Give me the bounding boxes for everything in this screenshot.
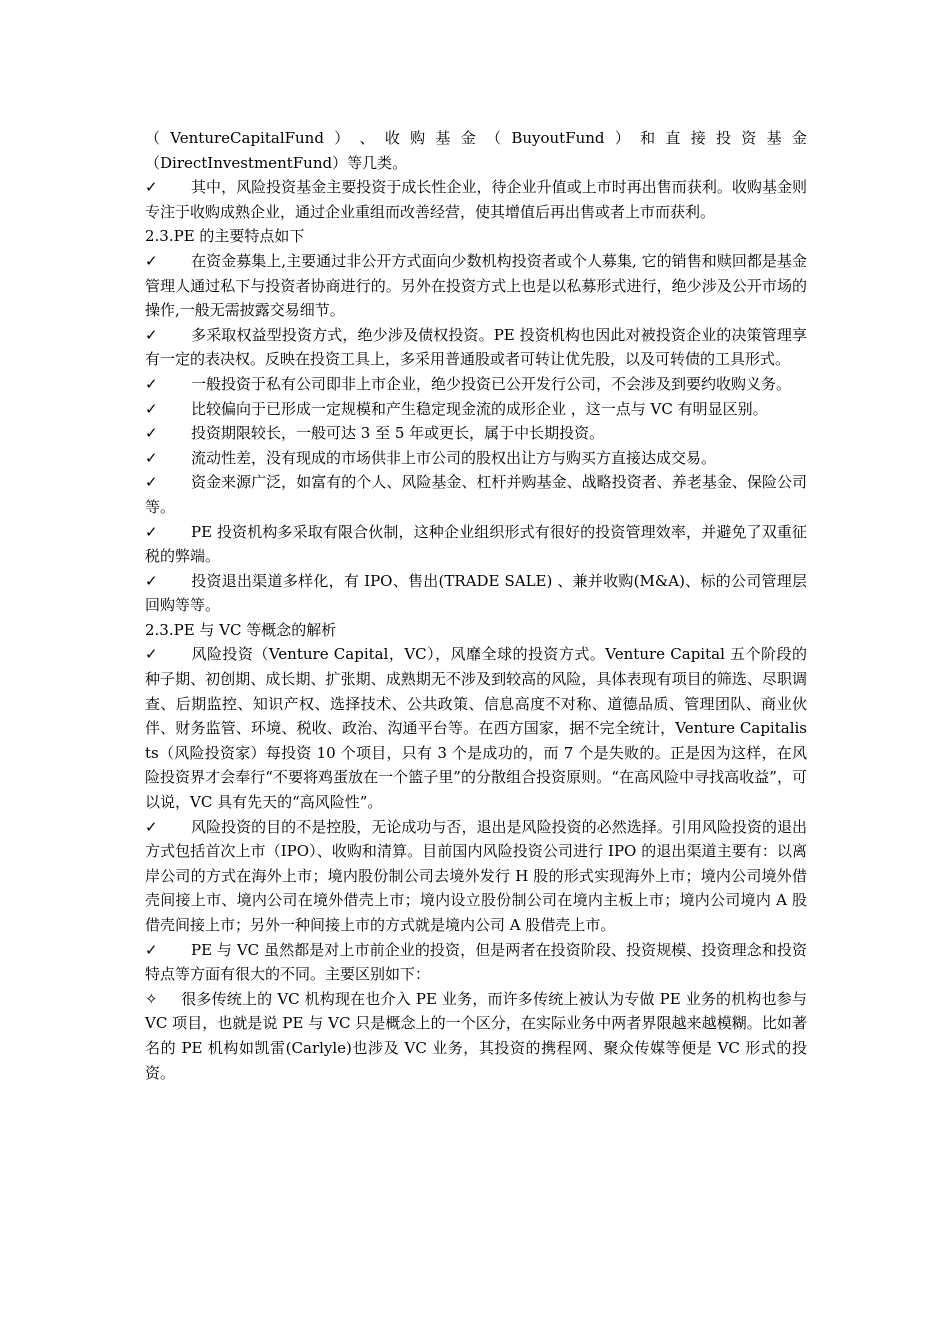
feature-item bbox=[145, 421, 807, 446]
paragraph-text: 其中，风险投资基金主要投资于成长性企业，待企业升值或上市时再出售而获利。收购基金则专注于收购成熟企业，通过企业重组而改善经营，使其增值后再出售或者上市而获利。 bbox=[145, 178, 807, 221]
intro-token: 资 bbox=[741, 129, 757, 147]
feature-text: 投资期限较长，一般可达 3 至 5 年或更长，属于中长期投资。 bbox=[191, 424, 605, 443]
concept-text: 风险投资（Venture Capital，VC），风靡全球的投资方式。Venture Capital 五个阶段的种子期、初创期、成长期、扩张期、成熟期无不涉及到较高的风险，具体表现有项目的筛选、尽职调查、后期监控、知识产权、选择技术、公共政策、信息高度不对称、道德品质、管理团队、商业伙伴、财务监管、环境、税收、政治、沟通平台等。在西方国家，据不完全统计，Venture Capitalists（风险投资家）每投资 10 个项目，只有 3 个是成功的，而 7 个是失败的。正是因为这样，在风险投资界才会奉行“不要将鸡蛋放在一个篮子里”的分散组合投资原则。“在高风险中寻找高收益”，可以说，VC 具有先天的“高风险性”。 bbox=[145, 645, 807, 812]
difference-text: 很多传统上的 VC 机构现在也介入 PE 业务，而许多传统上被认为专做 PE 业务的机构也参与 VC 项目，也就是说 PE 与 VC 只是概念上的一个区分，在实际业务中两者界限越来越模糊。比如著名的 PE 机构如凯雷(Carlyle)也涉及 VC 业务，其投资的携程网、聚众传媒等便是 VC 形式的投资。 bbox=[145, 989, 807, 1082]
intro-token: 、 bbox=[359, 129, 375, 147]
feature-text: 在资金募集上,主要通过非公开方式面向少数机构投资者或个人募集, 它的销售和赎回都是基金管理人通过私下与投资者协商进行的。另外在投资方式上也是以私募形式进行，绝少涉及公开市场的操作,一般无需披露交易细节。 bbox=[145, 251, 807, 320]
section-heading-concepts: 2.3.PE 与 VC 等概念的解析 bbox=[145, 620, 337, 639]
intro-token: 接 bbox=[690, 129, 706, 147]
checkmark-icon: ✓ bbox=[145, 571, 158, 590]
intro-token: 投 bbox=[716, 129, 732, 147]
intro-token: ） bbox=[614, 129, 630, 147]
concept-item bbox=[145, 938, 807, 987]
intro-line-1 bbox=[145, 126, 807, 151]
concept-item bbox=[145, 815, 807, 938]
checkmark-icon: ✓ bbox=[145, 374, 158, 393]
intro-token: 金 bbox=[460, 129, 476, 147]
feature-item bbox=[145, 569, 807, 618]
checkmark-icon: ✓ bbox=[145, 940, 158, 959]
intro-line-2: （DirectInvestmentFund）等几类。 bbox=[145, 153, 408, 172]
feature-text: 比较偏向于已形成一定规模和产生稳定现金流的成形企业 ，这一点与 VC 有明显区别。 bbox=[191, 399, 768, 418]
feature-item bbox=[145, 249, 807, 323]
feature-item bbox=[145, 446, 807, 471]
feature-item bbox=[145, 397, 807, 422]
intro-token: 和 bbox=[640, 129, 656, 147]
intro-token: 金 bbox=[791, 129, 807, 147]
feature-text: 投资退出渠道多样化，有 IPO、售出(TRADE SALE) 、兼并收购(M&A)、标的公司管理层回购等等。 bbox=[145, 571, 807, 615]
feature-item bbox=[145, 520, 807, 569]
intro-token: 收 bbox=[384, 129, 400, 147]
document-body bbox=[145, 126, 807, 1085]
concept-text: PE 与 VC 虽然都是对上市前企业的投资，但是两者在投资阶段、投资规模、投资理念和投资特点等方面有很大的不同。主要区别如下： bbox=[145, 940, 807, 984]
feature-text: 一般投资于私有公司即非上市企业，绝少投资已公开发行公司，不会涉及到要约收购义务。 bbox=[191, 374, 792, 393]
checkmark-icon: ✓ bbox=[145, 251, 158, 270]
intro-token: 基 bbox=[435, 129, 451, 147]
checkmark-icon: ✓ bbox=[145, 473, 158, 492]
section-heading-features: 2.3.PE 的主要特点如下 bbox=[145, 227, 305, 246]
intro-token: （ bbox=[145, 129, 161, 147]
feature-item bbox=[145, 323, 807, 372]
feature-item bbox=[145, 372, 807, 397]
intro-token: 购 bbox=[410, 129, 426, 147]
intro-token: VentureCapitalFund bbox=[170, 129, 324, 147]
checkmark-icon: ✓ bbox=[145, 399, 158, 418]
intro-token: 基 bbox=[766, 129, 782, 147]
feature-text: 流动性差，没有现成的市场供非上市公司的股权出让方与购买方直接达成交易。 bbox=[191, 448, 717, 467]
feature-item bbox=[145, 470, 807, 519]
checkmark-icon: ✓ bbox=[145, 645, 158, 664]
feature-text: 多采取权益型投资方式，绝少涉及债权投资。PE 投资机构也因此对被投资企业的决策管理享有一定的表决权。反映在投资工具上，多采用普通股或者可转让优先股，以及可转债的工具形式。 bbox=[145, 325, 807, 369]
feature-text: 资金来源广泛，如富有的个人、风险基金、杠杆并购基金、战略投资者、养老基金、保险公司等。 bbox=[145, 473, 807, 516]
paragraph-fund-types bbox=[145, 175, 807, 224]
checkmark-icon: ✓ bbox=[145, 178, 158, 197]
intro-token: BuyoutFund bbox=[511, 129, 605, 147]
intro-token: ） bbox=[334, 129, 350, 147]
feature-text: PE 投资机构多采取有限合伙制，这种企业组织形式有很好的投资管理效率，并避免了双重征税的弊端。 bbox=[145, 522, 807, 566]
concept-text: 风险投资的目的不是控股，无论成功与否，退出是风险投资的必然选择。引用风险投资的退出方式包括首次上市（IPO）、收购和清算。目前国内风险投资公司进行 IPO 的退出渠道主要有：以离岸公司的方式在海外上市；境内股份制公司去境外发行 H 股的形式实现海外上市；境内公司境外借壳间接上市、境内公司在境外借壳上市；境内设立股份制公司在境内主板上市；境内公司境内 A 股借壳间接上市；另外一种间接上市的方式就是境内公司 A 股借壳上市。 bbox=[145, 817, 807, 934]
intro-token: 直 bbox=[665, 129, 681, 147]
checkmark-icon: ✓ bbox=[145, 424, 158, 443]
checkmark-icon: ✓ bbox=[145, 522, 158, 541]
checkmark-icon: ✓ bbox=[145, 817, 158, 836]
checkmark-icon: ✓ bbox=[145, 325, 158, 344]
checkmark-icon: ✓ bbox=[145, 448, 158, 467]
intro-token: （ bbox=[486, 129, 502, 147]
concept-item bbox=[145, 642, 807, 814]
diamond-icon: ✧ bbox=[145, 989, 158, 1008]
difference-item bbox=[145, 987, 807, 1085]
